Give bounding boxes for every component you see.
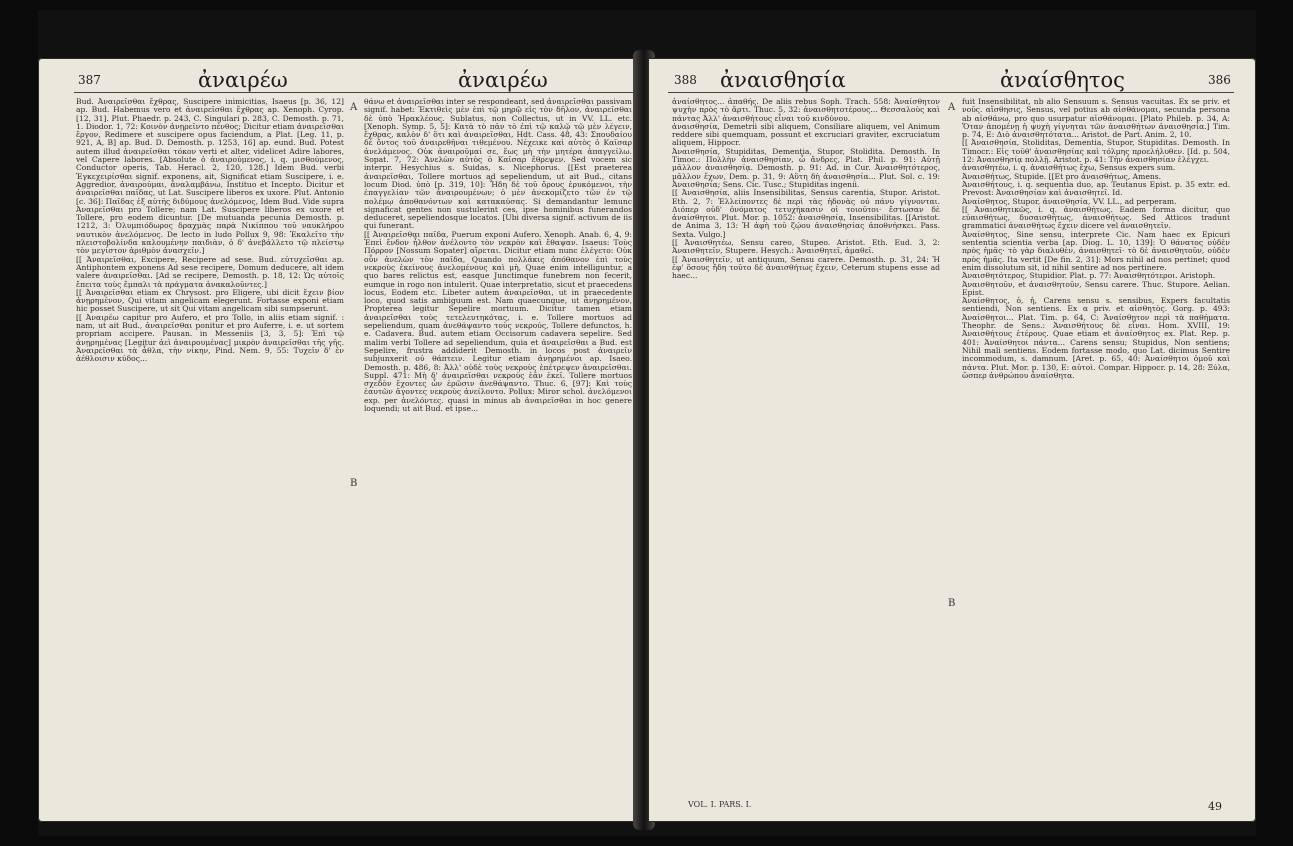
column-d-text: fuit Insensibilitat, nb alio Sensuum s. Sensus vacuitas. Ex se priv. et νοῦς. αἴσθησις, Sensus, vel potius ab αἰσθάνομαι, secunda persona ab αἰσθάνω, pro quo usurpatur αἰσθάνομαι. [Plato Phileb. p. 34, A: Ὅταν ἀπομένῃ ἡ ψυχὴ γίγνηται τῶν ἀναισθήτων ἀναισθησία.] Tim. p. 74, E: Διὸ ἀναισθητότατα... Aristot. de Part. Anim. 2, 10. [[ Ἀναισθησία, Stoliditas, Dementia, Stupor, Stupiditas. Demosth. In Timocr.: Εἰς τοῦθ' ἀναισθησίας καὶ τόλμης προελήλυθεν. [Id. p. 504, 12: Ἀναισθησίᾳ πολλῇ. Aristot. p. 41: Τὴν ἀναισθησίαν ἐλέγχει. ἀναισθητέω, i. q. ἀναισθήτως ἔχω, Sensus expers sum. Ἀναισθήτως, Stupide. [[Et pro ἀναισθήτως, Amens. Ἀναισθήτους, i. q. sequentia duo, ap. Teutanus Epist. p. 35 extr. ed. Prevost: Ἀναισθησίαν καὶ ἀναισθητεῖ. Id. Ἀναίσθητος, Stupor, ἀναισθησία, VV. LL., ad perperam. [[ Ἀναισθητικῶς, i. q. ἀναισθήτως. Eadem forma dicitur, quo εὐαισθήτως, δυσαισθήτως, ἀναισθήτως. Sed Atticos tradunt grammatici ἀναισθήτως ἔχειν dicere vel ἀναισθητεῖν. Ἀναίσθητος, Sine sensu, interprete Cic. Nam haec ex Epicuri sententia scientia verba [ap. Diog. L. 10, 139]: Ὁ θάνατος οὐδὲν πρὸς ἡμᾶς· τὸ γὰρ διαλυθὲν, ἀναισθητεῖ· τὸ δὲ ἀναισθητοῦν, οὐδὲν πρὸς ἡμᾶς. Ita vertit [De fin. 2, 31]: Mors nihil ad nos pertinet; quod enim dissolutum sit, id nihil sentire ad nos pertinere. Ἀναισθητότερος, Stupidior. Plat. p. 77: Ἀναισθητότεροι. Aristoph. Ἀναισθητοῦν, et ἀναισθητοῦν, Sensu carere. Thuc. Stupore. Aelian. Epist. Ἀναίσθητος, ὁ, ἡ, Carens sensu s. sensibus, Expers facultatis sentiendi, Non sentiens. Ex α priv. et αἰσθητὸς. Gorg. p. 493: Ἀναίσθητοι... Plat. Tim. p. 64, C: Ἀναίσθητον περὶ τὰ παθήματα. Theophr. de Sens.: Ἀναισθήτους δὲ εἶναι. Hom. XVIII, 19: Ἀναισθήτους ἑτέρους. Quae etiam et ἀναίσθητος ex. Plat. Rep. p. 401: Ἀναίσθητοι πάντα... Carens sensu; Stupidus, Non sentiens; Nihil mali sentiens. Eodem fortasse modo, quo Lat. dicimus Sentire incommodum, s. damnum. [Aret. p. 65, 40: Ἀναίσθητοι ὁμοῦ καὶ πάντα. Plut. Mor. p. 130, E: αὐτοὶ. Compar. Hippocr. p. 14, 28: Ξύλα, ὥσπερ ἀνθρώπου ἀναίσθητα. [962,97,1230,380]
right-page [648,58,1256,822]
column-mark-c: A [948,102,956,113]
page-number-right-a: 388 [674,73,697,87]
page-number-left: 387 [78,73,101,87]
column-a-text: Bud. Ἀναιρεῖσθαι ἔχθρας, Suscipere inimicitias, Isaeus [p. 36, 12] ap. Bud. Habemus vero et ἀναιρεῖσθαι ἔχθρας ap. Xenoph. Cyrop. [12, 31]. Plut. Phaedr. p. 243, C. Singulari p. 283, C. Demosth. p. 71, 1. Diodor. 1, 72: Κοινὸν ἀνῃρεῖντο πένθος; Dicitur etiam ἀναιρεῖσθαι ἔργον, Redimere et suscipere opus faciendum, a Plat. [Leg. 11, p. 921, A, B] ap. Bud. D. Demosth. p. 1253, 16] ap. eund. Bud. Potest autem illud ἀναιρεῖσθαι τόκον verti et alter, videlicet Adire labores, vel Capere labores. [Absolute ὁ ἀναιρούμενος, i. q. μισθούμενος, Conductor operis, Tab. Heracl. 2, 120, 128.] Idem Bud. verbi Ἐγκεχειρίσθαι signif. exponens, ait, Significat etiam Suscipere, i. e. Aggredior, ἀναιρούμαι, ἀναλαμβάνω, Instituo et Incepto. Dicitur et ἀναιρεῖσθαι παῖδας, ut Lat. Suscipere liberos ex uxore. Plut. Antonio [c. 36]: Παῖδας ἐξ αὐτῆς διδύμους ἀνελόμενος, Idem Bud. Vide supra Ἀναιρεῖσθαι pro Tollere; nam Lat. Suscipere liberos ex uxore et Tollere, pro eodem dicuntur. [De mutuanda pecunia Demosth. p. 1212, 3: Ὀλυμπιόδωρος δραχμὰς παρὰ Νικίππου τοῦ ναυκλήρου ναυτικὸν ἀνελόμενος. De lecto in ludo Pollux 9, 98: Ἐκαλεῖτο τὴν πλειστοβολίνδα καλουμένην παιδιὰν, ὁ δ' ἀνεβάλλετο τῷ πλείστῳ τὸν μεγίστον ἀριθμὸν ἀνασχεῖν.] [[ Ἀναιρεῖσθαι, Excipere, Recipere ad sese. Bud. εὐτυχεῖσθαι ap. Antiphontem exponens Ad sese recipere, Domum deducere, alt idem valere ἀναιρεῖσθαι. [Ad se recipere, Demosth. p. 18, 12: Ὡς αὐτοῖς ἔπειτα τοὺς ἔμπαλι τὰ πράγματα ἀνακαλοῦντες.] [[ Ἀναιρεῖσθαι etiam ex Chrysost. pro Eligere, ubi dicit ἔχειν βίον ἀνῃρημένον, Qui vitam angelicam elegerunt. Fortasse exponi etiam hic posset Suscipere, ut sit Qui vitam angelicam sibi sumpserunt. [[ Ἀναιρέω capitur pro Aufero, et pro Tollo, in aliis etiam signif. : nam, ut ait Bud., ἀναιρεῖσθαι ponitur et pro Auferre, i. e. ut sortem propriam accipere. Pausan. in Messeniis [3, 3, 5]: Ἐπὶ τῷ ἀνῃρημένας [Legitur ἀεὶ ἀναιρουμένας] μικρὸν ἀναιρεῖσθαι τῆς γῆς. Ἀναιρεῖσθαι τὰ ἆθλα, τὴν νίκην, Pind. Nem. 9, 55: Τυχεῖν δ' ἐν ἀέθλοισιν κύδος... [76,97,344,364]
column-mark-a: A [350,102,358,113]
bottom-page-number: 49 [1208,800,1222,813]
running-head-right-a: ἀναισθησία [720,68,846,92]
column-c-text: ἀναίσθητος... ἀπαθής. De aliis rebus Soph. Trach. 558: Ἀναίσθητον ψυχὴν πρὸς τὸ ἄρτι. Thuc. 5, 32: ἀναισθητοτέρους... Θεσσαλοὺς καὶ πάντας Ἀλλ' ἀναισθήτους εἶναι τοῦ κινδύνου. ἀναισθησία, Demetrii sibi aliquem, Consiliare aliquem, vel Animum reddere sibi quemquam, possunt et excruciari graviter, excruciatum aliquem, Hippocr. Ἀναισθησία, Stupiditas, Dementia, Stupor, Stolidita. Demosth. In Timoc.: Πολλὴν ἀναισθησίαν, ὦ ἄνδρες, Plat. Phil. p. 91: Αὐτῇ μᾶλλον ἀναισθησίᾳ. Demosth. p. 91: Ad. in Cur. Ἀναισθητότερος, μᾶλλον ἔχων, Dem. p. 31, 9: Αὕτη δὴ ἀναισθησία... Plut. Sol. c. 19: Ἀναισθησία; Sens. Cic. Tusc.; Stupiditas ingenii. [[ Ἀναισθησία, aliis Insensibilitas, Sensus carentia, Stupor. Aristot. Eth. 2, 7: Ἐλλείποντες δὲ περὶ τὰς ἡδονὰς οὐ πάνυ γίγνονται. Διόπερ οὐδ' ὀνόματος τετυχήκασιν οἱ τοιοῦτοι· ἔστωσαν δὲ ἀναίσθητοι. Plut. Mor. p. 1052: ἀναισθησίᾳ, Insensibilitas. [[Aristot. de Anima 3, 13: Ἡ ἁφὴ τοῦ ζῴου ἀναισθησίας ἀποθνήσκει. Pass. Sexta. Vulgo.] [[ Ἀναισθητέω, Sensu careo, Stupeo. Aristot. Eth. Eud. 3, 2: Ἀναισθητεῖν, Stupere. Hesych.: Ἀναισθητεῖ, ἀμαθεῖ. [[ Ἀναισθητεῖν, ut antiquum, Sensu carere. Demosth. p. 31, 24: Ἡ ἐφ' ὅσους ἤδη τοῦτο δὲ ἀναισθήτως ἔχειν, Ceterum stupens esse ad haec... [672,97,940,281]
signature-line: VOL. I. PARS. I. [688,800,752,809]
header-rule-right [668,92,1234,93]
left-page [38,58,640,822]
column-mark-d: B [948,598,956,609]
running-head-center: ἀναιρέω [458,68,548,92]
column-b-text: θάνω et ἀναιρεῖσθαι inter se respondeant, sed ἀναιρεῖσθαι passivam signif. habet: Ἐκτιθεὶς μὲν ἐπὶ τῷ μηρῷ εἰς τὸν δῆλον, ἀναιρεῖσθαι δὲ ὑπὸ Ἡρακλέους. Sublatus, non Collectus, ut in VV. LL. etc. [Xenoph. Symp. 5, 5]: Κατὰ τὸ πᾶν τὸ ἐπὶ τῷ καλῷ τῷ μὲν λέγειν, ἔχθρας, καλὸν δ' ὅτι καὶ ἀναιρεῖσθαι, Hdt. Cass. 48, 43: Σπουδαίου δὲ ὄντος τοῦ ἀναιρεθῆναι τιθεμένου. Νέχεικε καὶ αὐτὸς ὁ Καῖσαρ ἀνελάμενος. Οὐκ ἀναιροῦμαί σε, ἕως μὴ τὴν μητέρα ἀπαγγείλω. Sopat. 7, 72: Ἀνελὼν αὐτὸς ὁ Καῖσαρ ἔθρεψεν. Sed vocem sic interpr. Hesychius s. Suidas, s. Nicephorus. [[Est praeterea ἀναιρεῖσθαι, Tollere mortuos ad sepeliendum, ut ait Bud., citans locum Diod. ὑπὸ [p. 319, 10]: Ἦδη δὲ τοῦ ὄρους ἐρυκόμενοι, τὴν ἐπαγγελίαν τῶν ἀναιρουμένων; ὁ μὲν ἀνεκομίζετο τῶν ἐν τῷ πολέμῳ ἀποθανόντων καὶ κατακαύσας. Si demandantur lemunc signaficat gentes non sustulerint ces, ipse hominibus funerandos deduceret, sepeliendosque locatos. [Ubi diversa signif. activum de iis qui funerant. [[ Ἀναιρεῖσθαι παῖδα, Puerum exponi Aufero. Xenoph. Anab. 6, 4, 9: Ἐπεὶ ἔνδον ἦλθον ἀνέλοντο τὸν νεκρὸν καὶ ἔθαψαν. Isaeus: Τοὺς Πόρρον [Nossum Sopater] αἴρεται. Dicitur etiam nunc ἐλέγετο: Οὐκ οὖν ἀνελὼν τὸν παῖδα, Quando πολλάκις ἀπόθανον ἐπὶ τοὺς νεκροὺς ἐκείνους ἀνελομένους καὶ μὴ, Quae enim intelliguntur, a quo bares relictus est, easque Junctimque funebrem non fecerit, eumque in rogo non intulerit. Quae interpretatio, sicut et praecedens locus, Eodem etc. Libeter autem ἀναιρεῖσθαι, ut in praecedente loco, quod satis ambiguum est. Nam quaecunque, ut ἀνῃρημένον, Propterea legitur Sepelire mortuum. Dicitur tamen etiam ἀναιρεῖσθαι τοὺς τετελευτηκότας, i. e. Tollere mortuos ad sepeliendum, quam ἀνεθάψαντο τοὺς νεκρούς, Tollere defunctos, h. e. Cadavera. Bud. autem etiam Occisorum cadavera sepelire. Sed malim verbi Tollere ad sepeliendum, quia et ἀναιρεῖσθαι a Bud. est Sepelire, frustra addiderit Demosth. in locos post ἀναιρεῖν subjunxerit οὐ θάπτειν. Legitur etiam ἀνῃρημένοι ap. Isaeo. Demosth. p. 486, 8: Ἀλλ' οὐδὲ τοὺς νεκροὺς ἐπέτρεψεν ἀναιρεῖσθαι. Suppl. 471: Μὴ δ' ἀναιρεῖσθαι νεκρούς ἐᾶν ἐκεῖ. Tollere mortuos σχεδὸν ἔχοντες ὧν ἐρῶσιν ἀνεθάψαντο. Thuc. 6, [97]: Καὶ τοὺς ἑαυτῶν ἄγοντες νεκροὺς ἀνείλοντο. Pollux: Miror schol. ἀνελόμενοι exp. per ἀνελόντες. quasi in minus ab ἀναιρεῖσθαι in hoc genere loquendi; ut ait Bud. et ipse... [364,97,632,413]
running-head-left: ἀναιρέω [198,68,288,92]
running-head-right-b: ἀναίσθητος [1000,68,1125,92]
open-book [38,10,1256,836]
column-mark-b: B [350,478,358,489]
page-number-right-b: 386 [1208,73,1231,87]
header-rule [74,92,634,93]
